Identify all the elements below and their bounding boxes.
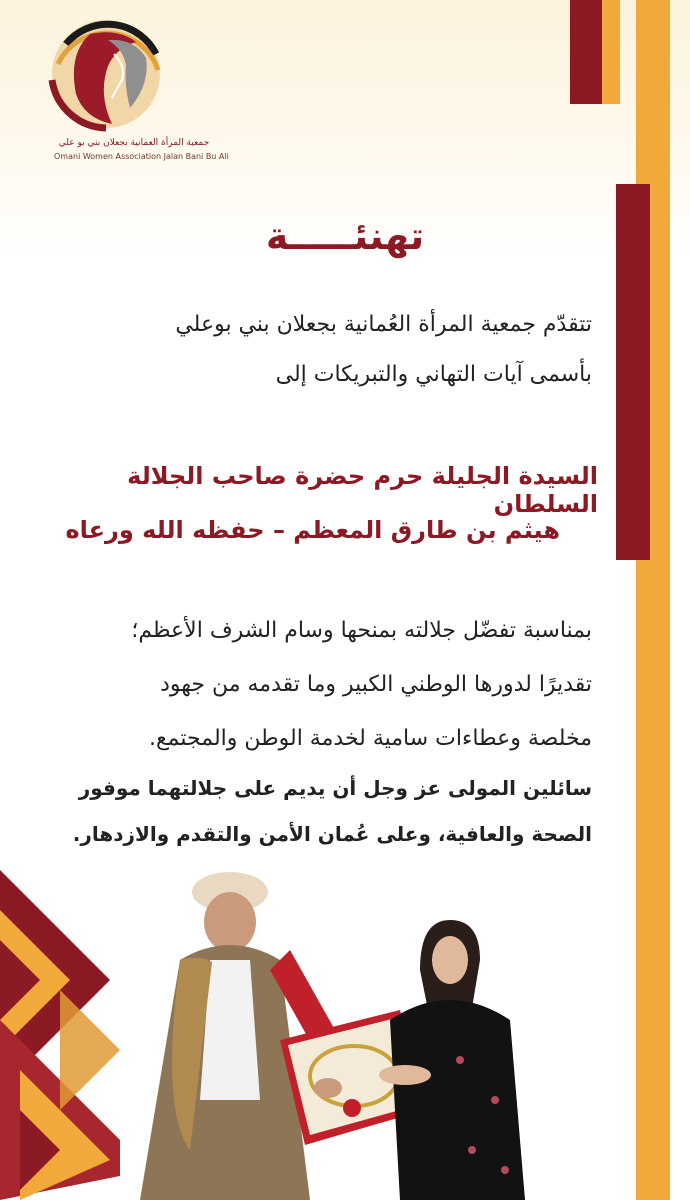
- intro-line-2: بأسمى آيات التهاني والتبريكات إلى: [275, 362, 592, 387]
- decor-stripe-orange: [636, 0, 670, 1200]
- prayer-line-1: سائلين المولى عز وجل أن يديم على جلالتهما موفور: [78, 776, 592, 800]
- intro-line-1: تتقدّم جمعية المرأة العُمانية بجعلان بني بوعلي: [175, 312, 592, 337]
- occasion-line-3: مخلصة وعطاءات سامية لخدمة الوطن والمجتمع.: [148, 726, 592, 751]
- association-logo: [30, 14, 229, 164]
- ceremony-photo: [120, 850, 540, 1200]
- recipient-line-2: هيثم بن طارق المعظم – حفظه الله ورعاه: [65, 516, 560, 544]
- recipient-line-1: السيدة الجليلة حرم حضرة صاحب الجلالة السلطان: [127, 462, 598, 518]
- logo-emblem-icon: [38, 14, 188, 134]
- prayer-line-2: الصحة والعافية، وعلى عُمان الأمن والتقدم والازدهار.: [72, 822, 592, 846]
- logo-name-arabic: جمعية المرأة العمانية بجعلان بني بو علي: [58, 138, 210, 148]
- decor-stripe-maroon-top: [570, 0, 602, 104]
- card-title: تهنئـــــة: [265, 214, 425, 258]
- decor-stripe-orange-small: [602, 0, 620, 104]
- occasion-line-2: تقديرًا لدورها الوطني الكبير وما تقدمه من جهود: [160, 672, 592, 697]
- logo-name-english: Omani Women Association Jalan Bani Bu Ali: [54, 152, 229, 161]
- occasion-line-1: بمناسبة تفضّل جلالته بمنحها وسام الشرف الأعظم؛: [131, 618, 592, 643]
